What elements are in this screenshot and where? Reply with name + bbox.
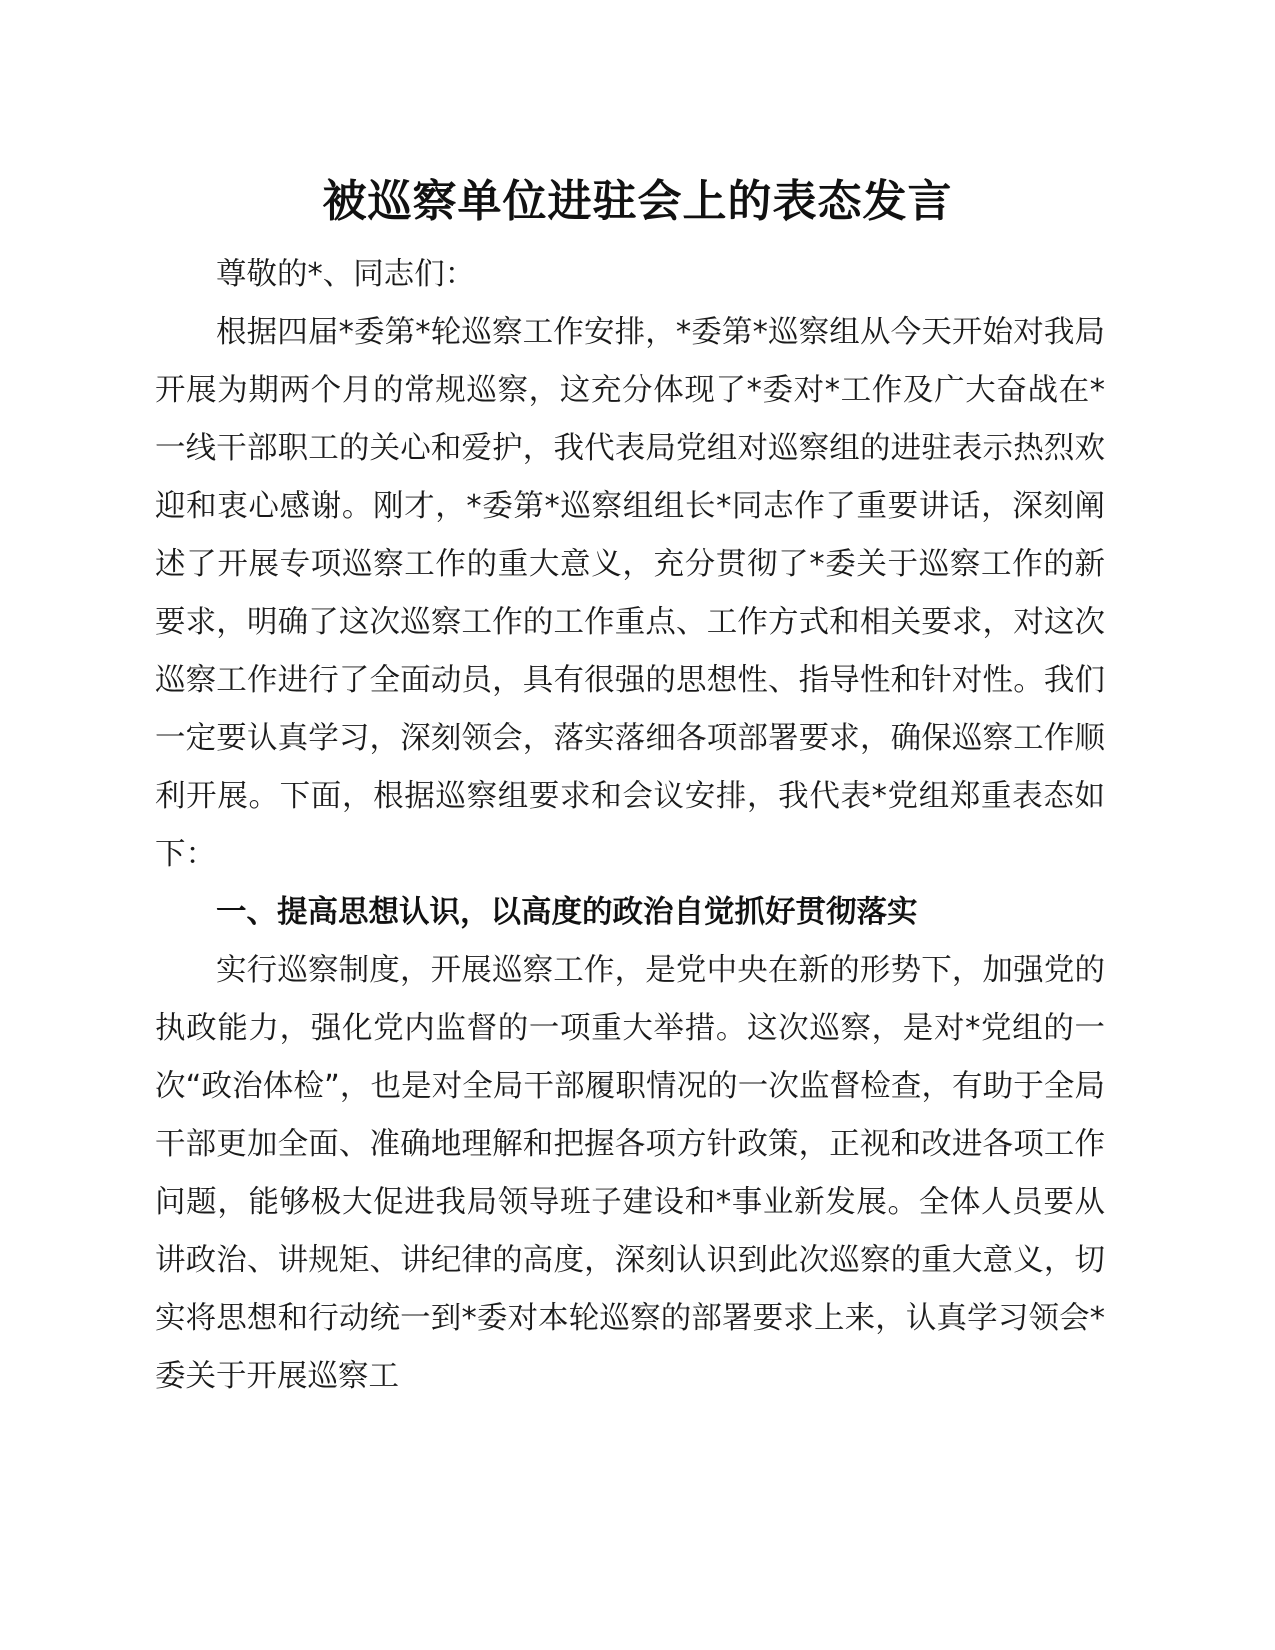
section-heading: 一、提高思想认识，以高度的政治自觉抓好贯彻落实 — [216, 895, 918, 930]
intro-paragraph: 根据四届*委第*轮巡察工作安排，*委第*巡察组从今天开始对我局开展为期两个月的常规巡察，这充分体现了*委对*工作及广大奋战在*一线干部职工的关心和爱护，我代表局党组对巡察组的进驻表示热烈欢迎和衷心感谢。刚才，*委第*巡察组组长*同志作了重要讲话，深刻阐述了开展专项巡察工作的重大意义，充分贯彻了*委关于巡察工作的新要求，明确了这次巡察工作的工作重点、工作方式和相关要求，对这次巡察工作进行了全面动员，具有很强的思想性、指导性和针对性。我们一定要认真学习，深刻领会，落实落细各项部署要求，确保巡察工作顺利开展。下面，根据巡察组要求和会议安排，我代表*党组郑重表态如下： — [155, 315, 1105, 872]
document-title: 被巡察单位进驻会上的表态发言 — [322, 176, 953, 227]
salutation: 尊敬的*、同志们： — [216, 257, 476, 292]
document-body — [155, 246, 1105, 1406]
section-paragraph: 实行巡察制度，开展巡察工作，是党中央在新的形势下，加强党的执政能力，强化党内监督的一项重大举措。这次巡察，是对*党组的一次“政治体检”，也是对全局干部履职情况的一次监督检查，有助于全局干部更加全面、准确地理解和把握各项方针政策，正视和改进各项工作问题，能够极大促进我局领导班子建设和*事业新发展。全体人员要从讲政治、讲规矩、讲纪律的高度，深刻认识到此次巡察的重大意义，切实将思想和行动统一到*委对本轮巡察的部署要求上来，认真学习领会*委关于开展巡察工 — [155, 953, 1105, 1394]
